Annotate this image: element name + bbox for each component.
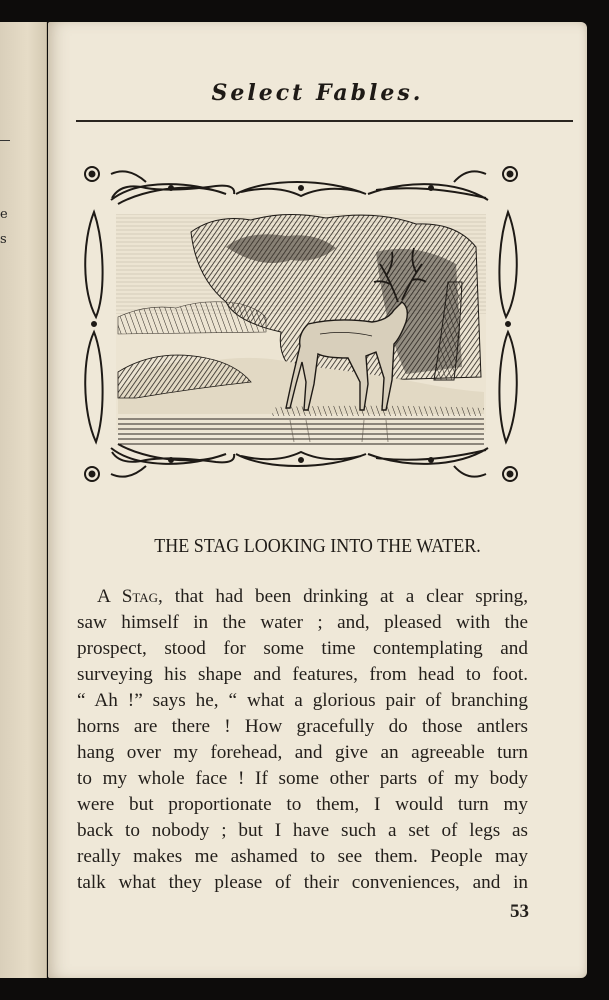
- left-page-rule: [0, 140, 10, 141]
- left-facing-page: [0, 22, 47, 978]
- text-line: to my whole face ! If some other parts of my body: [77, 768, 528, 789]
- book-page: [48, 22, 587, 978]
- text-line: horns are there ! How gracefully do those antlers: [77, 716, 528, 737]
- left-page-fragment: e: [0, 207, 8, 222]
- text-line: really makes me ashamed to see them. People may: [77, 846, 528, 867]
- text-line: were but proportionate to them, I would turn my: [77, 794, 528, 815]
- opening-article: A: [97, 586, 110, 607]
- fable-title: THE STAG LOOKING INTO THE WATER.: [154, 535, 481, 557]
- text-line: “ Ah !” says he, “ what a glorious pair of branching: [77, 690, 528, 711]
- engraved-scene: [116, 214, 486, 446]
- running-head: Select Fables.: [211, 80, 424, 106]
- first-line-rest: that had been drinking at a clear spring,: [174, 586, 529, 607]
- text-line: talk what they please of their conveniences, and in: [77, 872, 528, 893]
- text-line: surveying his shape and features, from head to foot.: [77, 664, 528, 685]
- opening-word: Stag,: [121, 586, 163, 607]
- text-line: back to nobody ; but I have such a set of legs as: [77, 820, 528, 841]
- stag-engraving-illustration: [76, 152, 526, 494]
- header-rule: [76, 120, 573, 122]
- page-number: 53: [510, 901, 529, 922]
- text-line: saw himself in the water ; and, pleased with the: [77, 612, 528, 633]
- fable-text: [77, 584, 528, 896]
- left-page-fragment: s: [0, 232, 7, 247]
- text-line: hang over my forehead, and give an agreeable turn: [77, 742, 528, 763]
- text-line: [77, 584, 528, 610]
- text-line: prospect, stood for some time contemplating and: [77, 638, 528, 659]
